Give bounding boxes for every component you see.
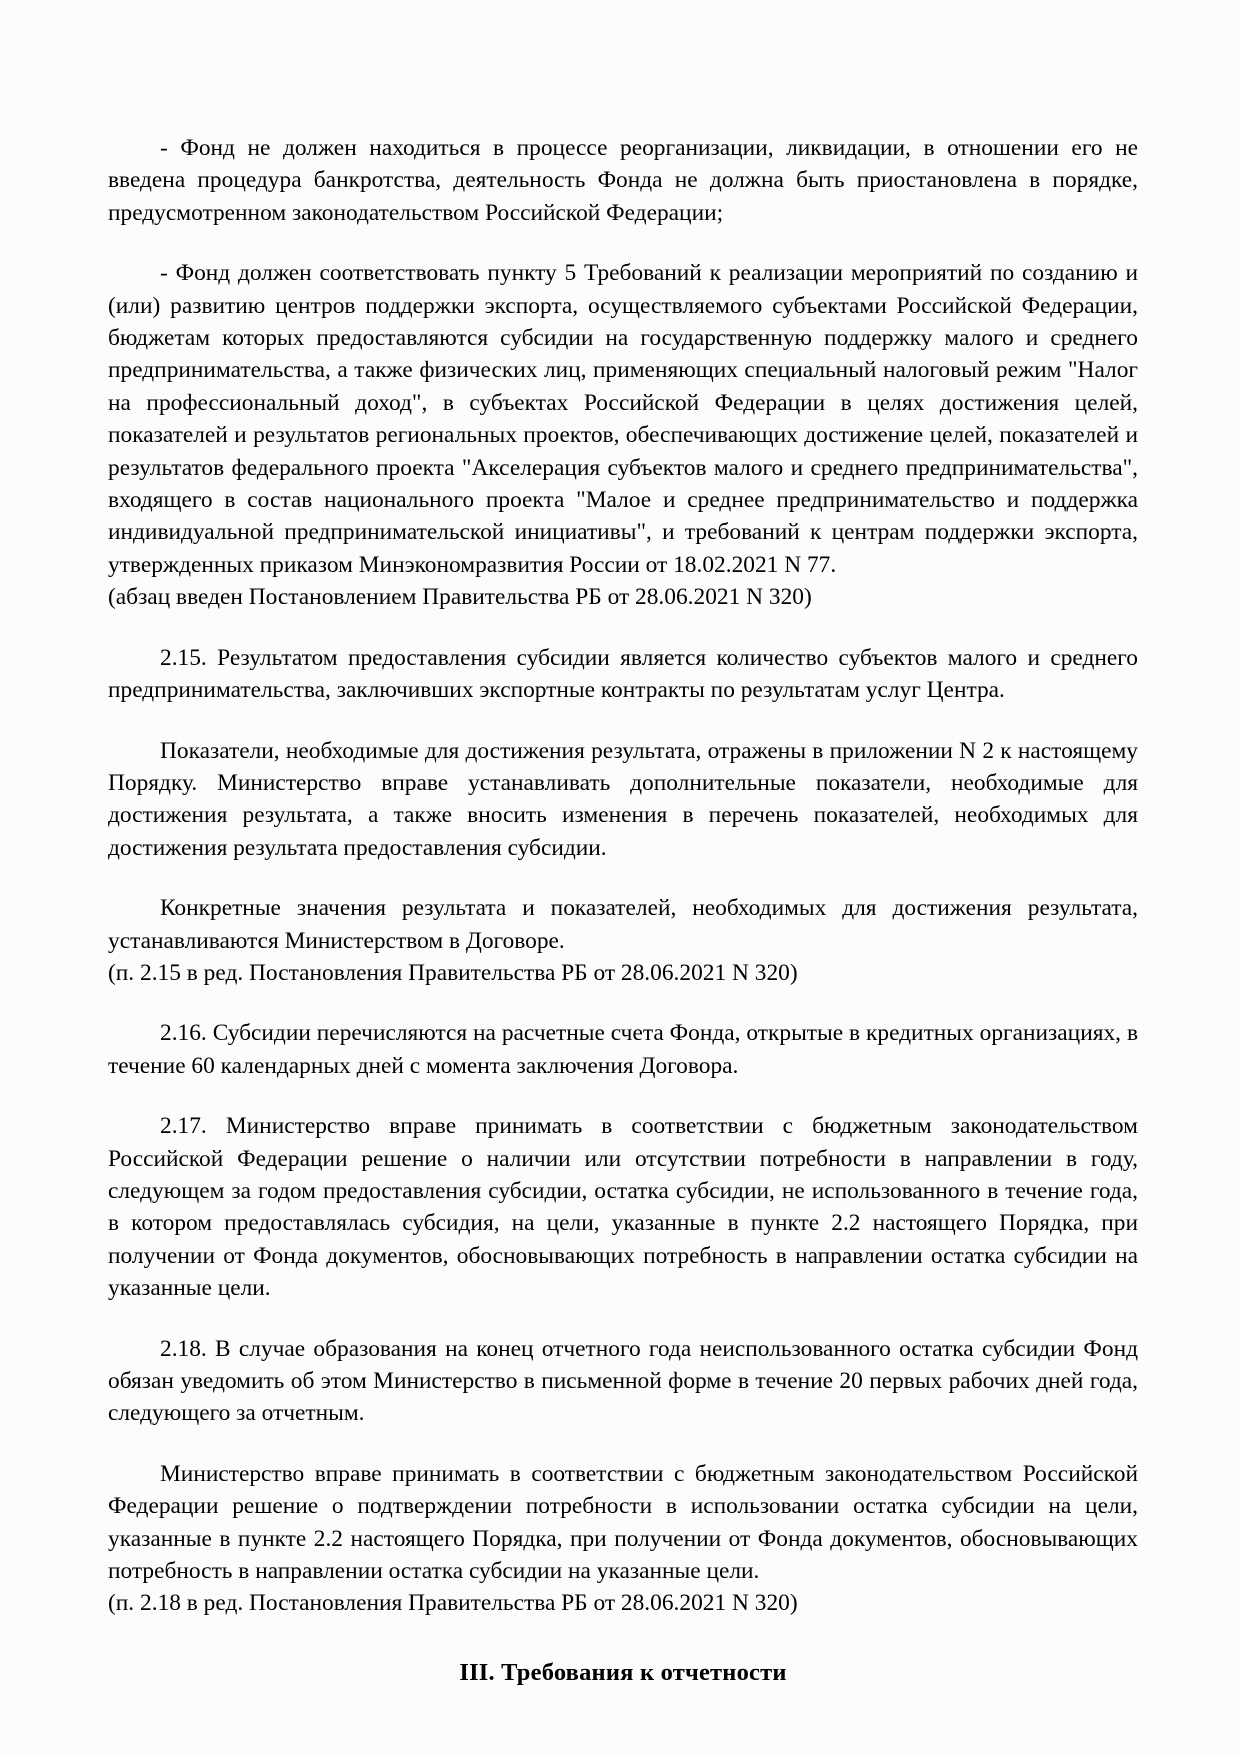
paragraph-spacer <box>108 1305 1138 1333</box>
paragraph-clause-2-18: 2.18. В случае образования на конец отчетного года неиспользованного остатка субсидии Фонд обязан уведомить об этом Министерство в письменной форме в течение 20 первых рабочих дней года, следующего за отчетным. <box>108 1335 1138 1427</box>
paragraph-spacer <box>108 614 1138 642</box>
paragraph-clause-2-17: 2.17. Министерство вправе принимать в соответствии с бюджетным законодательством Российской Федерации решение о наличии или отсутствии потребности в направлении в году, следующем за годом предоставления субсидии, остатка субсидии, не использованного в течение года, в котором предоставлялась субсидия, на цели, указанные в пункте 2.2 настоящего Порядка, при получении от Фонда документов, обосновывающих потребность в направлении остатка субсидии на указанные цели. <box>108 1113 1138 1302</box>
paragraph-spacer <box>108 864 1138 892</box>
paragraph-spacer <box>108 989 1138 1017</box>
heading-spacer <box>108 1620 1138 1656</box>
paragraph-spacer <box>108 229 1138 257</box>
paragraph-clause-2-15: 2.15. Результатом предоставления субсидии является количество субъектов малого и среднего предпринимательства, заключивших экспортные контракты по результатам услуг Центра. <box>108 644 1138 704</box>
paragraph-clause-2-16: 2.16. Субсидии перечисляются на расчетные счета Фонда, открытые в кредитных организациях, в течение 60 календарных дней с момента заключения Договора. <box>108 1020 1138 1079</box>
amendment-note-2: (п. 2.15 в ред. Постановления Правительства РБ от 28.06.2021 N 320) <box>108 959 798 986</box>
paragraph-clause-2-15-values: Конкретные значения результата и показателей, необходимых для достижения результата, устанавливаются Министерством в Договоре. <box>108 895 1138 954</box>
paragraph-spacer <box>108 1082 1138 1110</box>
paragraph-bullet-fond-requirements: - Фонд должен соответствовать пункту 5 Требований к реализации мероприятий по созданию и (или) развитию центров поддержки экспорта, осуществляемого субъектами Российской Федерации, бюджетам которых предоставляются субсидии на государственную поддержку малого и среднего предпринимательства, а также физических лиц, применяющих специальный налоговый режим "Налог на профессиональный доход", в субъектах Российской Федерации в целях достижения целей, показателей и результатов региональных проектов, обеспечивающих достижение целей, показателей и результатов федерального проекта "Акселерация субъектов малого и среднего предпринимательства", входящего в состав национального проекта "Малое и среднее предпринимательство и поддержка индивидуальной предпринимательской инициативы", и требований к центрам поддержки экспорта, утвержденных приказом Минэкономразвития России от 18.02.2021 N 77. <box>108 260 1138 578</box>
amendment-note-1: (абзац введен Постановлением Правительства РБ от 28.06.2021 N 320) <box>108 584 812 611</box>
paragraph-bullet-fond-reorg: - Фонд не должен находиться в процессе реорганизации, ликвидации, в отношении его не введена процедура банкротства, деятельность Фонда не должна быть приостановлена в порядке, предусмотренном законодательством Российской Федерации; <box>108 135 1138 226</box>
paragraph-clause-2-18-confirmation: Министерство вправе принимать в соответствии с бюджетным законодательством Российской Федерации решение о подтверждении потребности в использовании остатка субсидии на цели, указанные в пункте 2.2 настоящего Порядка, при получении от Фонда документов, обосновывающих потребность в направлении остатка субсидии на указанные цели. <box>108 1460 1138 1585</box>
section-heading-reporting-requirements: III. Требования к отчетности <box>459 1658 787 1686</box>
document-body <box>108 132 1138 1690</box>
paragraph-spacer <box>108 707 1138 735</box>
paragraph-spacer <box>108 1430 1138 1458</box>
paragraph-clause-2-15-indicators: Показатели, необходимые для достижения результата, отражены в приложении N 2 к настоящему Порядку. Министерство вправе устанавливать дополнительные показатели, необходимые для достижения результата, а также вносить изменения в перечень показателей, необходимых для достижения результата предоставления субсидии. <box>108 737 1138 861</box>
amendment-note-3: (п. 2.18 в ред. Постановления Правительства РБ от 28.06.2021 N 320) <box>108 1590 798 1617</box>
